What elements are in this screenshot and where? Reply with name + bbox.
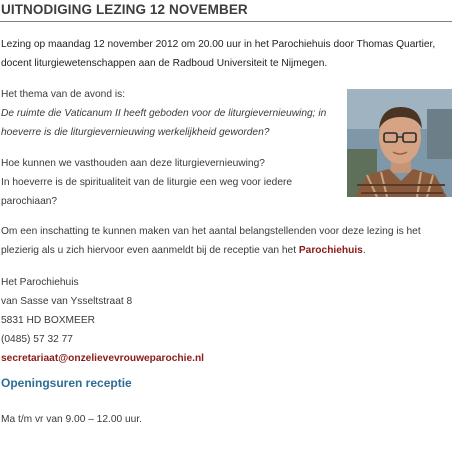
speaker-photo xyxy=(347,89,452,197)
email-link[interactable]: secretariaat@onzelievevrouweparochie.nl xyxy=(1,353,205,364)
hours-heading: Openingsuren receptie xyxy=(1,376,132,390)
address-line: 5831 HD BOXMEER xyxy=(1,315,95,326)
parochiehuis-link[interactable]: Parochiehuis xyxy=(298,245,363,256)
theme-label: Het thema van de avond is: xyxy=(1,89,126,100)
theme-line: De ruimte die Vaticanum II heeft geboden voor de liturgievernieuwing; in xyxy=(1,108,327,119)
theme-line: hoeverre is die liturgievernieuwing werkelijkheid geworden? xyxy=(1,127,270,138)
page-title: UITNODIGING LEZING 12 NOVEMBER xyxy=(1,2,248,17)
address-line: Het Parochiehuis xyxy=(1,277,79,288)
intro-paragraph xyxy=(1,35,435,73)
title-divider xyxy=(0,21,452,22)
intro-line: Lezing op maandag 12 november 2012 om 20.00 uur in het Parochiehuis door Thomas Quartier, xyxy=(1,39,436,50)
note-line xyxy=(1,241,421,260)
questions-paragraph xyxy=(1,154,292,211)
note-line: Om een inschatting te kunnen maken van het aantal belangstellenden voor deze lezing is het xyxy=(1,226,421,237)
question-line: Hoe kunnen we vasthouden aan deze liturgievernieuwing? xyxy=(1,158,265,169)
theme-paragraph xyxy=(1,85,326,142)
question-line: parochiaan? xyxy=(1,196,58,207)
registration-note xyxy=(1,222,421,260)
note-end: . xyxy=(362,245,366,256)
address-line: van Sasse van Ysseltstraat 8 xyxy=(1,296,133,307)
portrait-image xyxy=(347,89,452,197)
note-text: plezierig als u zich hiervoor even aanmeldt bij de receptie van het xyxy=(1,245,299,256)
address-block xyxy=(1,273,204,368)
question-line: In hoeverre is de spiritualiteit van de liturgie een weg voor iedere xyxy=(1,177,293,188)
hours-text: Ma t/m vr van 9.00 – 12.00 uur. xyxy=(1,414,143,425)
intro-line: docent liturgiewetenschappen aan de Radboud Universiteit te Nijmegen. xyxy=(1,58,328,69)
phone-number: (0485) 57 32 77 xyxy=(1,334,73,345)
